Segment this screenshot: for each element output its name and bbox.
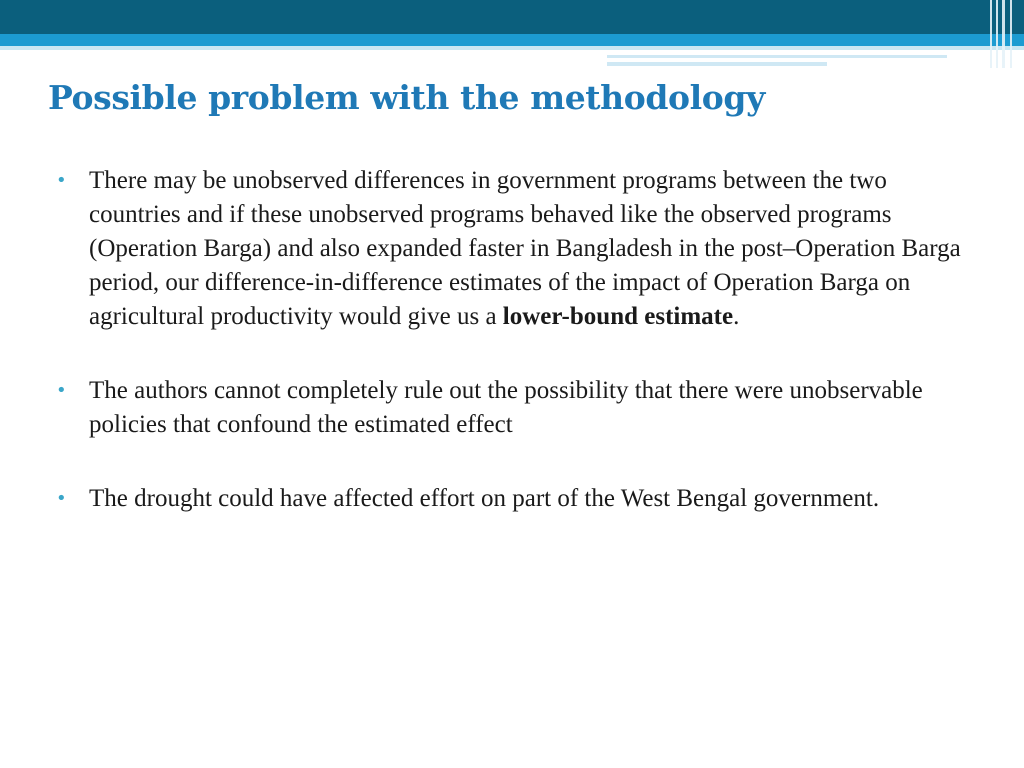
header-decorative-stripes xyxy=(988,0,1024,68)
bullet-item xyxy=(56,374,976,442)
header-band-dark xyxy=(0,0,1024,34)
bullet-text: The drought could have affected effort on part of the West Bengal government. xyxy=(89,485,880,512)
header-band-light xyxy=(0,34,1024,46)
bullet-text: The authors cannot completely rule out the possibility that there were unobservable policies that confound the estimated effect xyxy=(89,377,923,438)
header-accent-line xyxy=(607,55,947,58)
bullet-marker: • xyxy=(56,488,67,509)
bullet-tail: . xyxy=(733,303,740,330)
bullet-text: There may be unobserved differences in government programs between the two countries and if these unobserved programs behaved like the observed programs (Operation Barga) and also expanded faster in Bangladesh in the post–Operation Barga period, our difference-in-difference estimates of the impact of Operation Barga on agricultural productivity would give us a xyxy=(89,167,961,330)
bullet-marker: • xyxy=(56,380,67,401)
bullet-list xyxy=(56,164,976,556)
bullet-marker: • xyxy=(56,170,67,191)
header-band-pale xyxy=(0,46,1024,50)
bullet-emphasis: lower-bound estimate xyxy=(502,303,734,330)
slide-title: Possible problem with the methodology xyxy=(48,78,765,117)
header-accent-line-short xyxy=(607,62,827,66)
bullet-item xyxy=(56,482,976,516)
bullet-item xyxy=(56,164,976,334)
